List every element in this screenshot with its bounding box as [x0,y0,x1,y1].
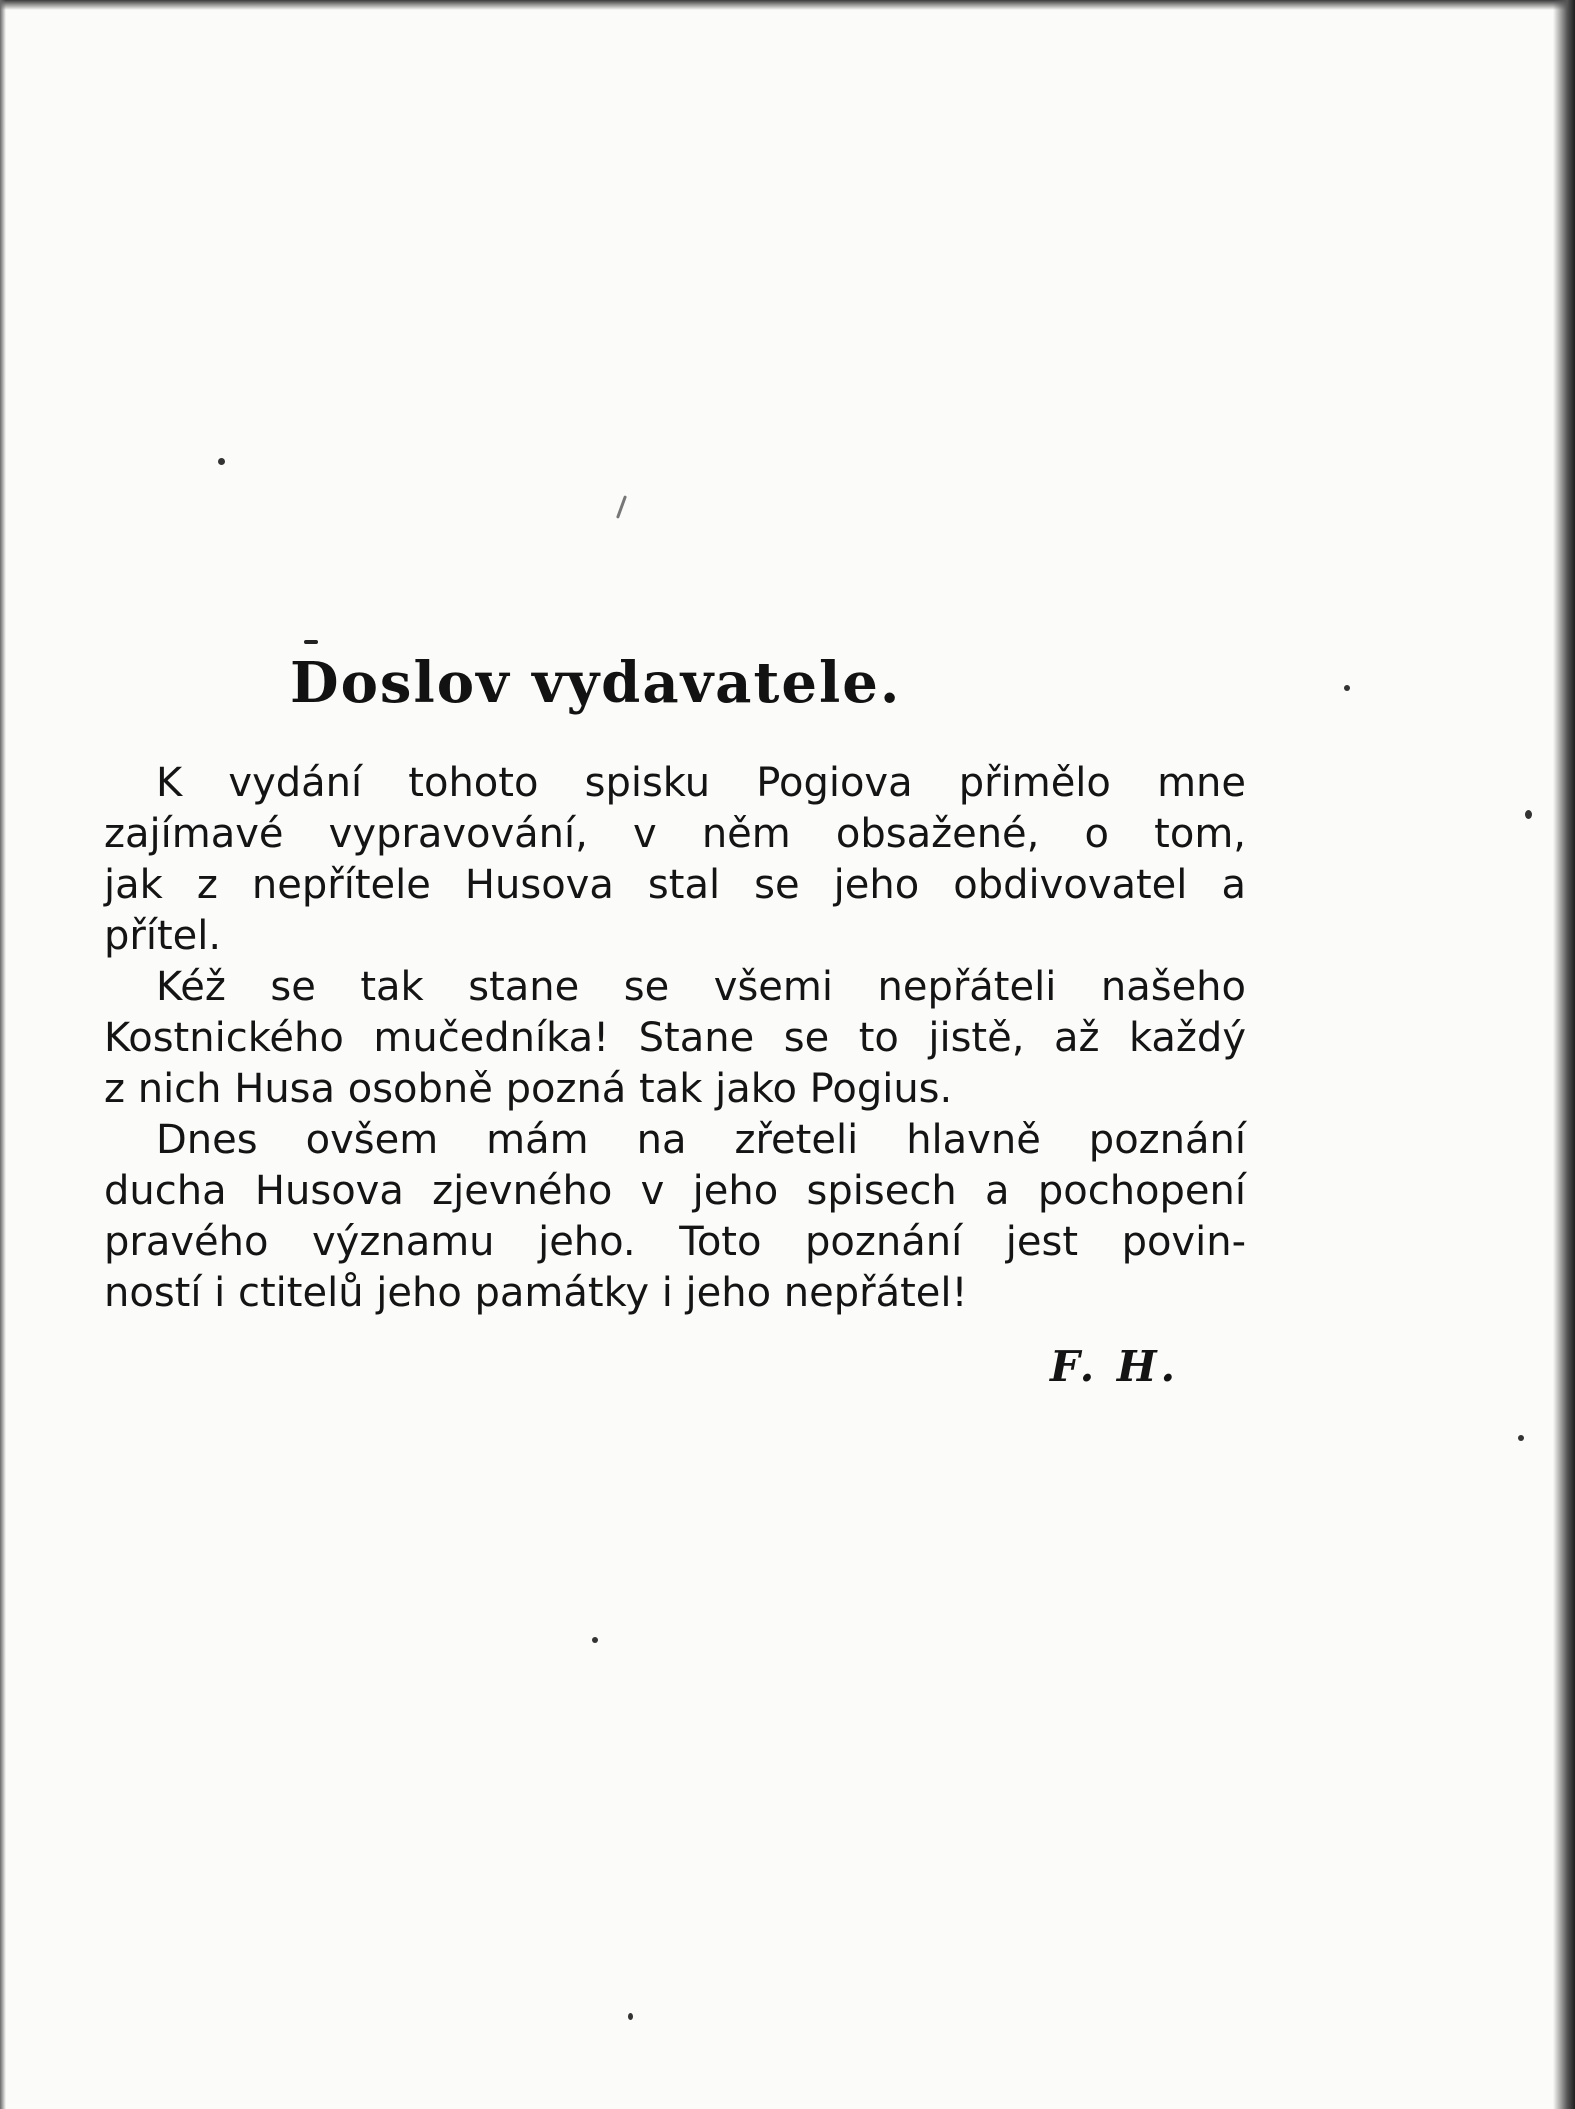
scan-speck [1518,1435,1524,1441]
scan-edge-top [0,0,1575,10]
page-title: Doslov vydavatele. [290,650,902,716]
scan-speck [616,495,627,519]
scan-speck [218,458,225,465]
paragraph-2-line-3: z nich Husa osobně pozná tak jako Pogius. [104,1066,953,1112]
scan-speck [304,640,318,644]
signature: F. H. [1050,1342,1180,1391]
paragraph-3-line-1: Dnes ovšem mám na zřeteli hlavně poznání [156,1117,1246,1163]
scan-edge-right [1553,0,1575,2109]
paragraph-1-line-2: zajímavé vypravování, v něm obsažené, o tom, [104,811,1246,857]
scan-speck [1525,810,1532,819]
scan-edge-left [0,0,6,2109]
paragraph-3-line-3: pravého významu jeho. Toto poznání jest povin- [104,1219,1246,1265]
paragraph-2-line-1: Kéž se tak stane se všemi nepřáteli našeho [156,964,1246,1010]
scan-speck [592,1637,598,1643]
paragraph-1-line-4: přítel. [104,913,222,959]
scan-speck [1344,685,1350,691]
paragraph-1-line-3: jak z nepřítele Husova stal se jeho obdivovatel a [104,862,1246,908]
scan-speck [628,2013,633,2020]
paragraph-3-line-2: ducha Husova zjevného v jeho spisech a pochopení [104,1168,1246,1214]
paragraph-2-line-2: Kostnického mučedníka! Stane se to jistě, až každý [104,1015,1246,1061]
paragraph-3-line-4: ností i ctitelů jeho památky i jeho nepřátel! [104,1270,968,1316]
paragraph-1-line-1: K vydání tohoto spisku Pogiova přimělo mne [156,760,1246,806]
